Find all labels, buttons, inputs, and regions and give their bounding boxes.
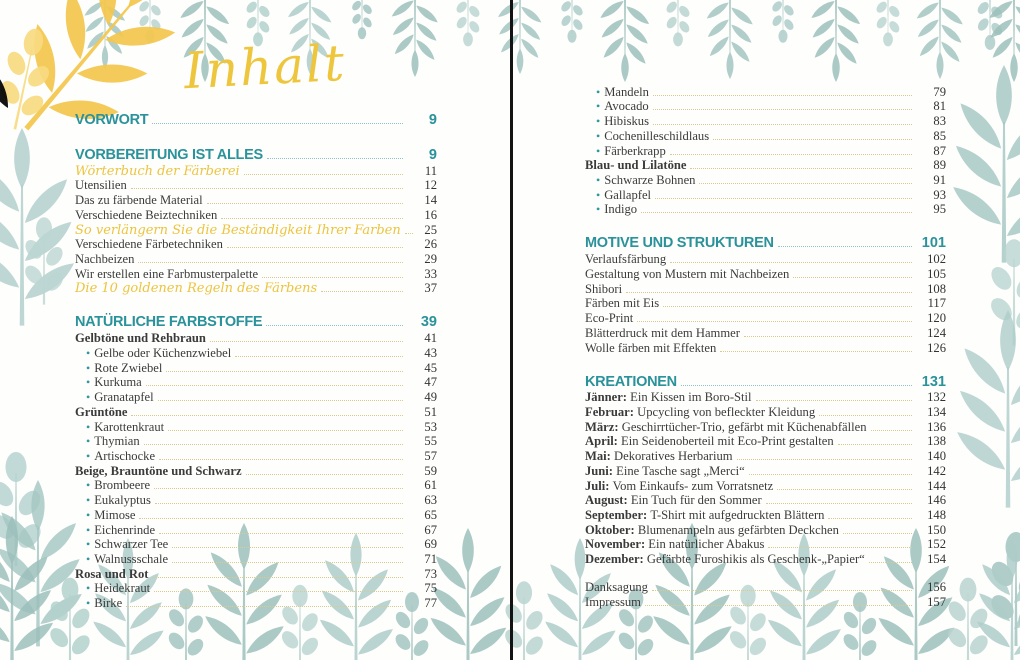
toc-entry-label: Oktober: Blumenampeln aus gefärbten Deckchen — [585, 522, 839, 537]
dotted-leader — [207, 203, 403, 204]
page-number: 45 — [424, 360, 437, 375]
dotted-leader — [246, 474, 403, 475]
dotted-leader — [713, 139, 912, 140]
bullet-icon: • — [596, 99, 601, 114]
page-number: 131 — [921, 373, 946, 390]
page-number: 120 — [927, 311, 946, 326]
toc-entry-label: Verschiedene Beiztechniken — [75, 207, 218, 222]
page-number: 81 — [933, 99, 946, 114]
toc-entry-label: • Rote Zwiebel — [86, 360, 163, 375]
toc-entry-label: VORBEREITUNG IST ALLES — [75, 147, 263, 163]
page-number: 93 — [933, 187, 946, 202]
page-number: 53 — [424, 419, 437, 434]
page-title: Inhalt — [182, 33, 348, 101]
dotted-leader — [670, 154, 912, 155]
bullet-icon: • — [86, 507, 91, 522]
dotted-leader — [221, 218, 403, 219]
toc-entry-label: • Hibiskus — [596, 114, 649, 129]
toc-entry-label: August: Ein Tuch für den Sommer — [585, 493, 762, 508]
dotted-leader — [158, 400, 403, 401]
dotted-leader — [653, 124, 912, 125]
dotted-leader — [131, 415, 403, 416]
page-number: 9 — [428, 147, 437, 163]
page-number: 71 — [424, 551, 437, 566]
page-number: 150 — [927, 522, 946, 537]
toc-entry-label: • Eukalyptus — [86, 493, 151, 508]
bullet-icon: • — [86, 448, 91, 463]
toc-entry-label: Beige, Brauntöne und Schwarz — [75, 463, 242, 478]
toc-row-entry — [75, 192, 437, 207]
dotted-leader — [637, 321, 912, 322]
toc-entry-label: Dezember: Gefärbte Furoshikis als Geschenk-„Papier“ — [585, 552, 865, 567]
toc-entry-label: Shibori — [585, 281, 623, 296]
bullet-icon: • — [596, 143, 601, 158]
toc-entry-label: Juni: Eine Tasche sagt „Merci“ — [585, 463, 745, 478]
toc-entry-label: Juli: Vom Einkaufs- zum Vorratsnetz — [585, 478, 774, 493]
toc-row-section — [585, 369, 946, 390]
page-number: 126 — [927, 340, 946, 355]
toc-row-bullet — [75, 419, 437, 434]
toc-entry-label: KREATIONEN — [585, 373, 677, 390]
toc-row-section — [585, 230, 946, 251]
dotted-leader — [699, 183, 912, 184]
toc-row-bullet — [75, 551, 437, 566]
toc-entry-label: Utensilien — [75, 178, 127, 193]
dotted-leader — [235, 356, 403, 357]
toc-spacer — [585, 355, 946, 368]
toc-entry-label: • Schwarze Bohnen — [596, 173, 696, 188]
toc-spacer — [585, 216, 946, 229]
bullet-icon: • — [86, 345, 91, 360]
toc-entry-label: März: Geschirrtücher-Trio, gefärbt mit Küchenabfällen — [585, 419, 867, 434]
page-number: 65 — [424, 507, 437, 522]
dotted-leader — [756, 400, 912, 401]
toc-row-bullet — [75, 360, 437, 375]
toc-row-month — [585, 390, 946, 405]
dotted-leader — [777, 489, 912, 490]
dotted-leader — [768, 547, 912, 548]
bullet-icon: • — [86, 596, 91, 611]
toc-entry-label: So verlängern Sie die Beständigkeit Ihrer Farben — [75, 222, 401, 238]
bullet-icon: • — [596, 173, 601, 188]
toc-row-entry — [585, 281, 946, 296]
dotted-leader — [749, 474, 912, 475]
page-number: 11 — [424, 163, 437, 178]
page-number: 144 — [927, 478, 946, 493]
page-number: 95 — [933, 202, 946, 217]
toc-row-month — [585, 522, 946, 537]
toc-row-month — [585, 404, 946, 419]
toc-entry-label: • Gelbe oder Küchenzwiebel — [86, 345, 232, 360]
toc-row-chapter — [75, 404, 437, 419]
page-number: 37 — [424, 281, 437, 296]
toc-entry-label: Impressum — [585, 594, 641, 609]
toc-entry-label: Die 10 goldenen Regeln des Färbens — [75, 281, 318, 297]
toc-row-bullet — [585, 143, 946, 158]
dotted-leader — [681, 385, 912, 386]
page-number: 29 — [424, 252, 437, 267]
page-number: 55 — [424, 434, 437, 449]
page-number: 152 — [927, 537, 946, 552]
bullet-icon: • — [86, 419, 91, 434]
bullet-icon: • — [86, 478, 91, 493]
toc-row-bullet — [585, 202, 946, 217]
bullet-icon: • — [86, 551, 91, 566]
toc-entry-label: Färben mit Eis — [585, 296, 660, 311]
dotted-leader — [138, 262, 403, 263]
page-number: 69 — [424, 537, 437, 552]
toc-row-chapter — [585, 158, 946, 173]
page-number: 124 — [927, 325, 946, 340]
dotted-leader — [793, 277, 912, 278]
toc-row-bullet — [75, 375, 437, 390]
toc-row-bullet — [75, 389, 437, 404]
toc-row-chapter — [75, 463, 437, 478]
toc-row-month — [585, 448, 946, 463]
page-number: 16 — [424, 207, 437, 222]
bullet-icon: • — [86, 375, 91, 390]
dotted-leader — [663, 306, 912, 307]
bullet-icon: • — [86, 360, 91, 375]
page-number: 73 — [424, 566, 437, 581]
dotted-leader — [139, 518, 403, 519]
page-number: 102 — [927, 252, 946, 267]
page-number: 157 — [927, 594, 946, 609]
toc-entry-label: Danksagung — [585, 579, 648, 594]
toc-row-bullet — [585, 99, 946, 114]
page-number: 63 — [424, 493, 437, 508]
dotted-leader — [267, 158, 403, 159]
toc-entry-label: November: Ein natürlicher Abakus — [585, 537, 765, 552]
toc-entry-label: VORWORT — [75, 112, 149, 128]
page-number: 117 — [927, 296, 946, 311]
page-number: 33 — [424, 266, 437, 281]
toc-row-bullet — [75, 478, 437, 493]
toc-row-entry — [585, 266, 946, 281]
page-number: 26 — [424, 237, 437, 252]
dotted-leader — [166, 371, 403, 372]
toc-row-script — [75, 222, 437, 237]
bullet-icon: • — [596, 84, 601, 99]
dotted-leader — [838, 444, 912, 445]
toc-row-bullet — [75, 581, 437, 596]
dotted-leader — [626, 292, 912, 293]
book-spine — [510, 0, 513, 660]
dotted-leader — [155, 503, 403, 504]
dotted-leader — [828, 518, 912, 519]
dotted-leader — [652, 590, 912, 591]
bullet-icon: • — [596, 202, 601, 217]
toc-entry-label: • Kurkuma — [86, 375, 142, 390]
page-number: 91 — [933, 173, 946, 188]
toc-row-bullet — [75, 595, 437, 610]
toc-row-entry — [585, 296, 946, 311]
toc-entry-label: • Gallapfel — [596, 187, 652, 202]
bullet-icon: • — [596, 114, 601, 129]
dotted-leader — [266, 325, 403, 326]
page-number: 75 — [424, 581, 437, 596]
toc-right-page — [585, 84, 946, 609]
dotted-leader — [778, 246, 912, 247]
dotted-leader — [744, 336, 912, 337]
page-number: 146 — [927, 493, 946, 508]
page-number: 51 — [424, 404, 437, 419]
page-number: 61 — [424, 478, 437, 493]
toc-row-entry — [75, 266, 437, 281]
bullet-icon: • — [86, 390, 91, 405]
toc-entry-label: • Schwarzer Tee — [86, 537, 169, 552]
page-number: 9 — [428, 112, 437, 128]
dotted-leader — [227, 247, 403, 248]
toc-row-bullet — [585, 128, 946, 143]
toc-entry-label: Verlaufsfärbung — [585, 252, 667, 267]
toc-entry-label: • Avocado — [596, 99, 649, 114]
toc-entry-label: Wir erstellen eine Farbmusterpalette — [75, 266, 259, 281]
dotted-leader — [126, 606, 403, 607]
toc-entry-label: Blätterdruck mit dem Hammer — [585, 325, 740, 340]
toc-entry-label: • Heidekraut — [86, 581, 151, 596]
toc-entry-label: Mai: Dekoratives Herbarium — [585, 449, 733, 464]
page-number: 134 — [927, 404, 946, 419]
toc-entry-label: Nachbeizen — [75, 252, 135, 267]
toc-entry-label: Das zu färbende Material — [75, 193, 203, 208]
toc-entry-label: • Brombeere — [86, 478, 151, 493]
page-number: 39 — [420, 314, 437, 331]
toc-row-month — [585, 419, 946, 434]
toc-row-entry — [585, 325, 946, 340]
toc-entry-label: NATÜRLICHE FARBSTOFFE — [75, 314, 263, 331]
bullet-icon: • — [596, 128, 601, 143]
toc-entry-label: Rosa und Rot — [75, 566, 149, 581]
page-number: 14 — [424, 193, 437, 208]
toc-entry-label: September: T-Shirt mit aufgedruckten Blättern — [585, 507, 825, 522]
bullet-icon: • — [86, 581, 91, 596]
dotted-leader — [159, 459, 403, 460]
dotted-leader — [152, 577, 403, 578]
toc-entry-label: Gestaltung von Mustern mit Nachbeizen — [585, 266, 790, 281]
toc-row-section — [75, 309, 437, 330]
dotted-leader — [869, 562, 912, 563]
dotted-leader — [720, 351, 912, 352]
dotted-leader — [154, 488, 403, 489]
dotted-leader — [670, 262, 912, 263]
toc-entry-label: Blau- und Lilatöne — [585, 158, 687, 173]
toc-row-bullet — [75, 345, 437, 360]
toc-row-bullet — [75, 537, 437, 552]
toc-row-bullet — [585, 187, 946, 202]
dotted-leader — [653, 95, 912, 96]
page-number: 77 — [424, 596, 437, 611]
bullet-icon: • — [86, 537, 91, 552]
toc-row-script — [75, 281, 437, 296]
toc-row-bullet — [75, 434, 437, 449]
toc-row-section — [75, 142, 437, 163]
toc-row-entry — [585, 251, 946, 266]
toc-entry-label: • Thymian — [86, 434, 140, 449]
page-number: 89 — [933, 158, 946, 173]
page-number: 79 — [933, 84, 946, 99]
toc-entry-label: Eco-Print — [585, 311, 634, 326]
toc-entry-label: Gelbtöne und Rehbraun — [75, 331, 206, 346]
dotted-leader — [146, 385, 403, 386]
bullet-icon: • — [86, 522, 91, 537]
toc-left-page — [75, 106, 437, 610]
toc-entry-label: • Eichenrinde — [86, 522, 156, 537]
dotted-leader — [653, 109, 912, 110]
toc-row-bullet — [75, 522, 437, 537]
dotted-leader — [159, 533, 403, 534]
page-number: 49 — [424, 390, 437, 405]
toc-entry-label: • Färberkrapp — [596, 143, 666, 158]
page-number: 47 — [424, 375, 437, 390]
dotted-leader — [152, 123, 403, 124]
page-number: 59 — [424, 463, 437, 478]
toc-row-entry — [75, 251, 437, 266]
bullet-icon: • — [86, 493, 91, 508]
bullet-icon: • — [596, 187, 601, 202]
dotted-leader — [262, 277, 403, 278]
toc-row-entry — [75, 178, 437, 193]
page-number: 132 — [927, 390, 946, 405]
page-number: 142 — [927, 463, 946, 478]
toc-entry-label: • Indigo — [596, 202, 638, 217]
page-number: 12 — [424, 178, 437, 193]
dotted-leader — [168, 430, 403, 431]
dotted-leader — [144, 444, 403, 445]
toc-row-bullet — [75, 492, 437, 507]
toc-row-entry — [585, 310, 946, 325]
toc-row-entry — [75, 207, 437, 222]
page-number: 87 — [933, 143, 946, 158]
toc-row-month — [585, 507, 946, 522]
dotted-leader — [766, 503, 912, 504]
toc-row-entry — [75, 237, 437, 252]
dotted-leader — [172, 562, 403, 563]
toc-row-bullet — [585, 84, 946, 99]
toc-row-entry — [585, 340, 946, 355]
toc-spacer — [75, 128, 437, 141]
toc-entry-label: Wörterbuch der Färberei — [75, 163, 240, 179]
toc-row-month — [585, 537, 946, 552]
dotted-leader — [645, 605, 912, 606]
page-number: 83 — [933, 114, 946, 129]
page-number: 154 — [927, 552, 946, 567]
toc-row-bullet — [75, 448, 437, 463]
dotted-leader — [737, 459, 912, 460]
page-number: 101 — [921, 235, 946, 252]
toc-row-month — [585, 478, 946, 493]
page-number: 108 — [927, 281, 946, 296]
page-number: 25 — [424, 222, 437, 237]
toc-entry-label: Wolle färben mit Effekten — [585, 340, 717, 355]
toc-row-entry — [585, 579, 946, 594]
toc-entry-label: • Karottenkraut — [86, 419, 165, 434]
toc-row-chapter — [75, 566, 437, 581]
toc-row-entry — [585, 594, 946, 609]
dotted-leader — [131, 188, 403, 189]
page-number: 136 — [927, 419, 946, 434]
toc-row-section — [75, 107, 437, 128]
page-number: 105 — [927, 266, 946, 281]
page-number: 138 — [927, 434, 946, 449]
toc-row-bullet — [585, 113, 946, 128]
toc-entry-label: Verschiedene Färbetechniken — [75, 237, 223, 252]
toc-row-month — [585, 493, 946, 508]
dotted-leader — [405, 233, 413, 234]
toc-entry-label: • Birke — [86, 596, 123, 611]
dotted-leader — [871, 430, 913, 431]
toc-spacer — [585, 566, 946, 579]
page-number: 41 — [424, 331, 437, 346]
toc-entry-label: • Walnussschale — [86, 551, 169, 566]
toc-row-bullet — [585, 172, 946, 187]
page-number: 140 — [927, 449, 946, 464]
page-number: 156 — [927, 579, 946, 594]
toc-entry-label: Februar: Upcycling von befleckter Kleidung — [585, 404, 816, 419]
dotted-leader — [843, 533, 912, 534]
dotted-leader — [321, 291, 403, 292]
toc-row-bullet — [75, 507, 437, 522]
bullet-icon: • — [86, 434, 91, 449]
toc-row-chapter — [75, 330, 437, 345]
page-number: 43 — [424, 345, 437, 360]
toc-entry-label: April: Ein Seidenoberteil mit Eco-Print gestalten — [585, 434, 834, 449]
toc-row-month — [585, 551, 946, 566]
toc-spacer — [75, 295, 437, 308]
toc-row-script — [75, 163, 437, 178]
toc-entry-label: MOTIVE UND STRUKTUREN — [585, 235, 774, 252]
toc-entry-label: • Granatapfel — [86, 390, 154, 405]
toc-row-month — [585, 434, 946, 449]
toc-entry-label: • Cochenilleschildlaus — [596, 128, 710, 143]
toc-entry-label: • Artischocke — [86, 448, 156, 463]
dotted-leader — [244, 174, 403, 175]
dotted-leader — [655, 198, 912, 199]
dotted-leader — [154, 591, 403, 592]
toc-entry-label: • Mimose — [86, 507, 136, 522]
page-number: 67 — [424, 522, 437, 537]
dotted-leader — [690, 168, 912, 169]
dotted-leader — [819, 415, 912, 416]
page-number: 85 — [933, 128, 946, 143]
toc-entry-label: Grüntöne — [75, 404, 128, 419]
toc-row-month — [585, 463, 946, 478]
toc-entry-label: Jänner: Ein Kissen im Boro-Stil — [585, 390, 752, 405]
dotted-leader — [172, 547, 403, 548]
dotted-leader — [641, 212, 912, 213]
dotted-leader — [210, 341, 403, 342]
page-number: 57 — [424, 448, 437, 463]
toc-entry-label: • Mandeln — [596, 84, 649, 99]
page-number: 148 — [927, 507, 946, 522]
